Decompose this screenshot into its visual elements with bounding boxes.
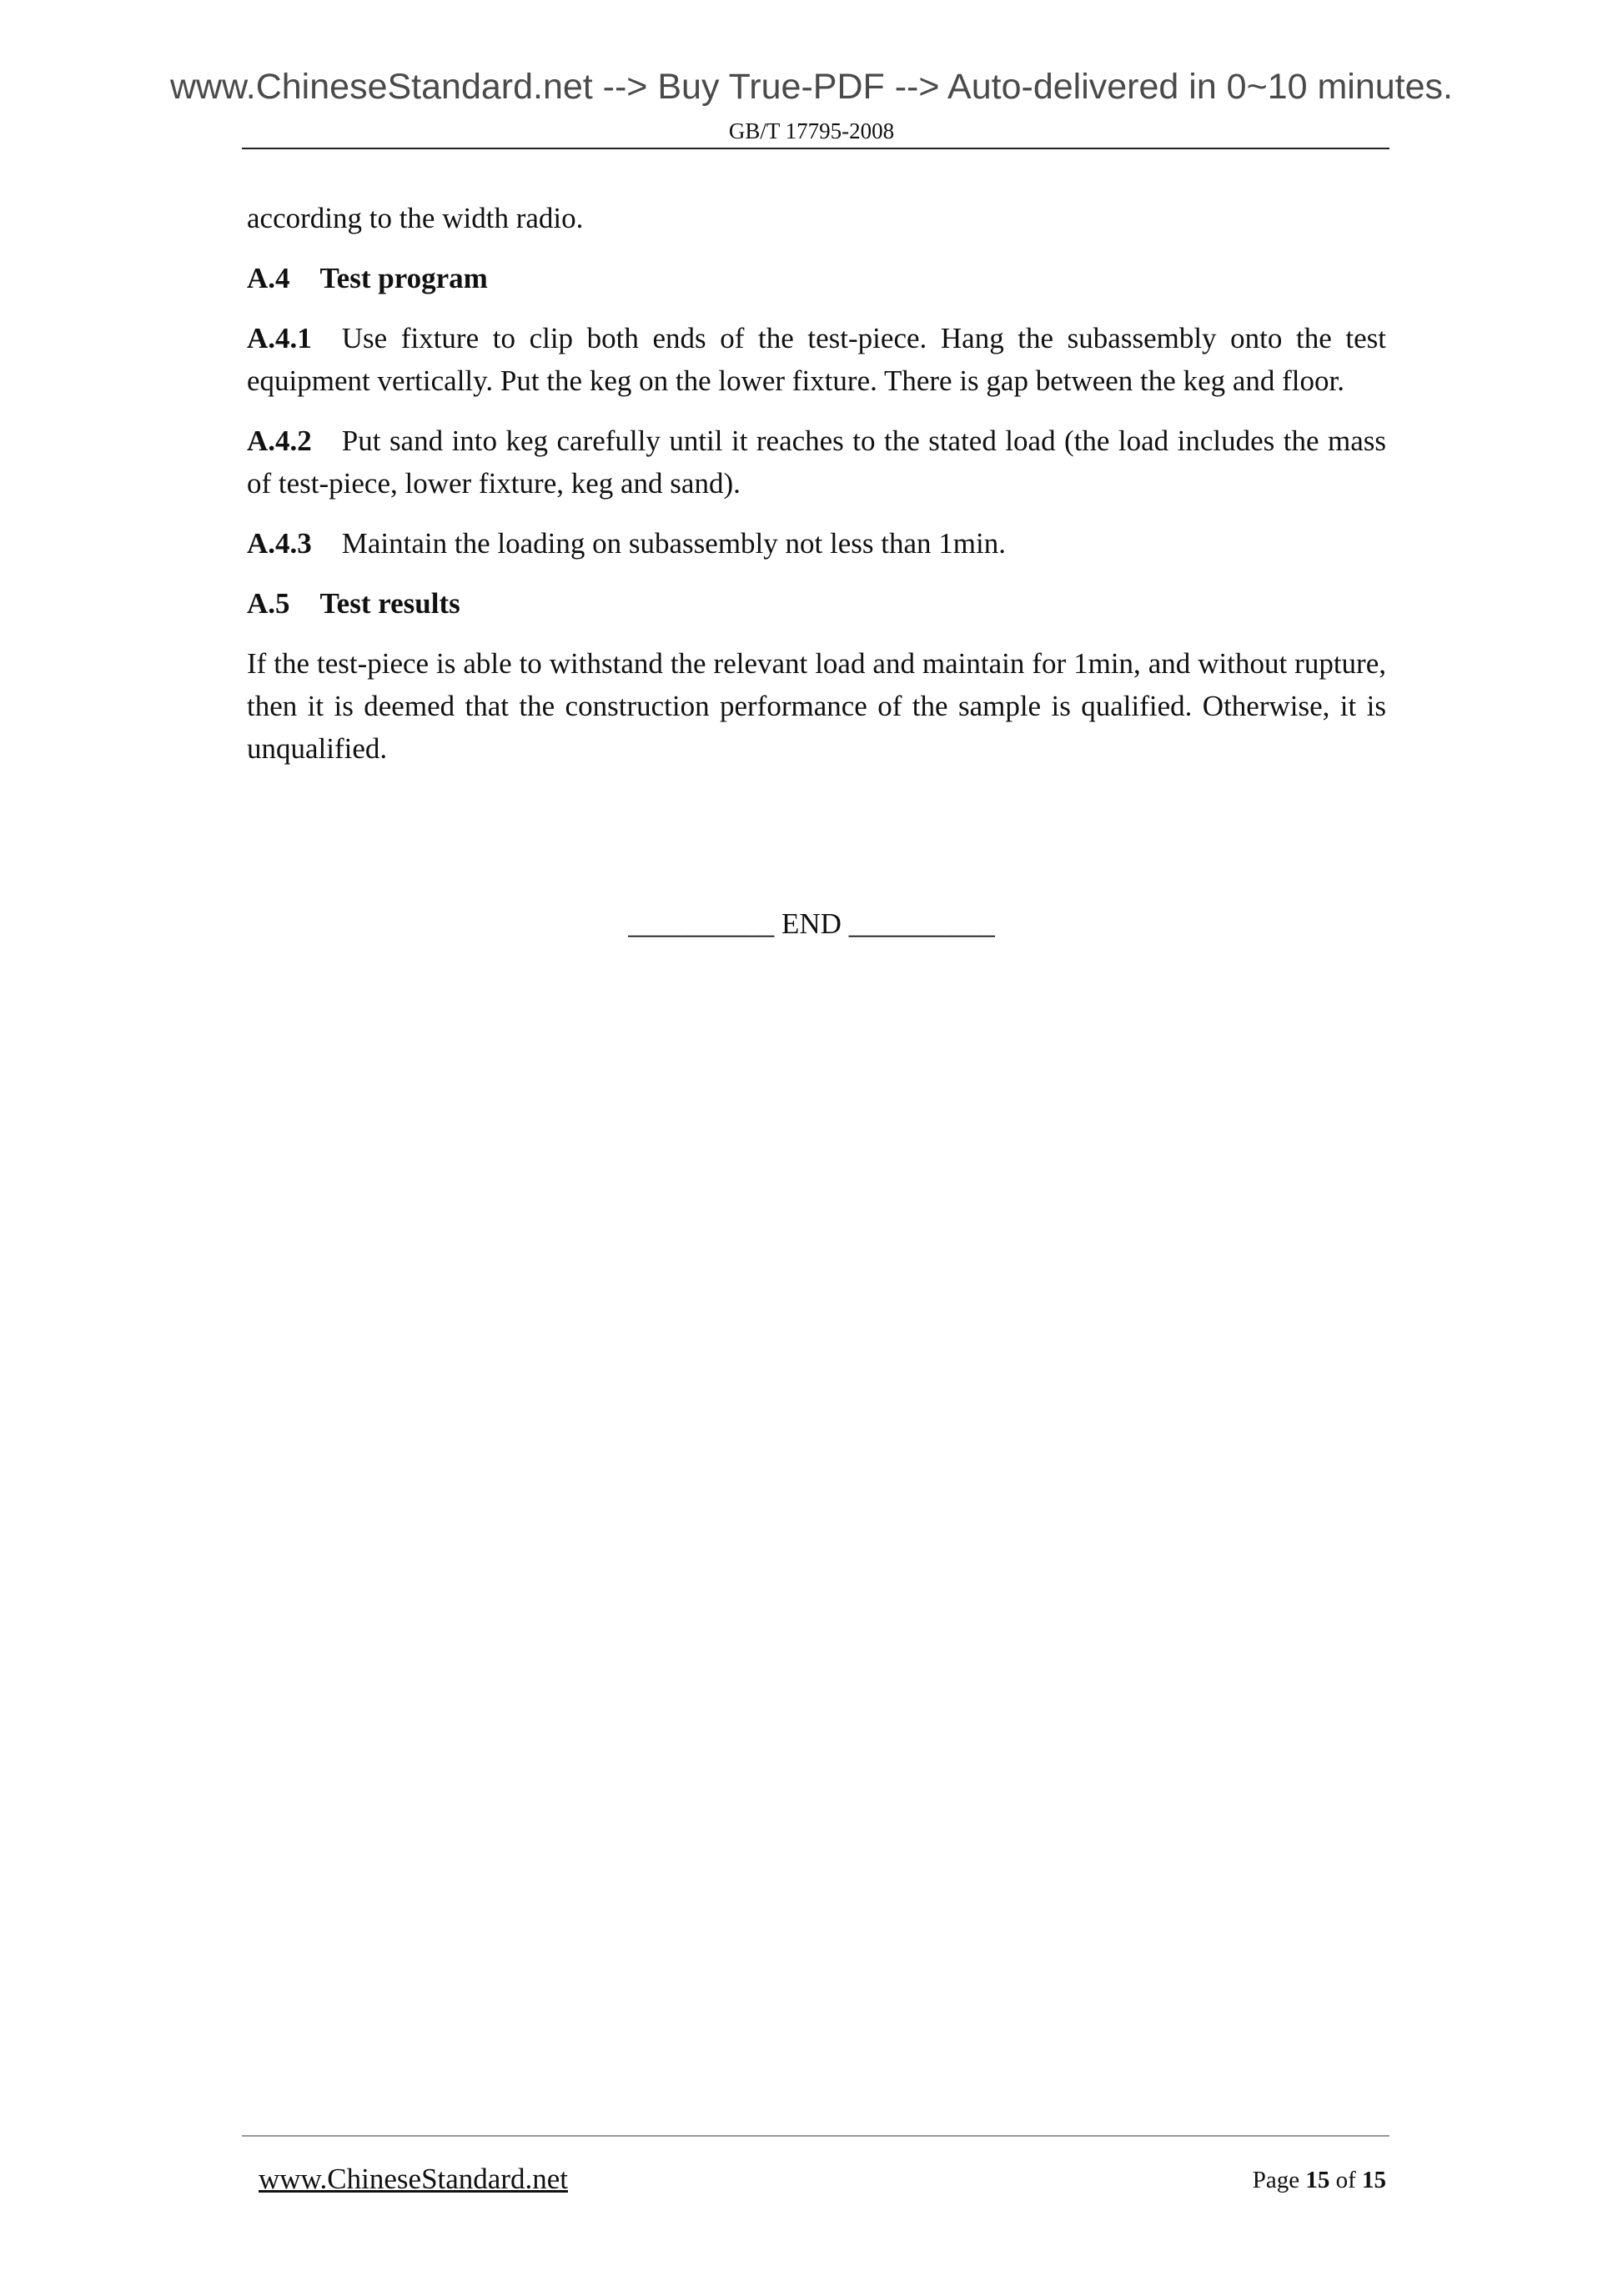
footer-divider <box>242 2135 1389 2137</box>
page-prefix: Page <box>1252 2167 1300 2193</box>
results-paragraph: If the test-piece is able to withstand the relevant load and maintain for 1min, and without rupture, then it is deemed that the construction performance of the sample is qualified. Otherwise, it is unqualified. <box>247 647 1386 765</box>
page-current: 15 <box>1305 2167 1330 2193</box>
clause-a41 <box>247 317 1386 402</box>
clause-number: A.4.3 <box>247 527 312 560</box>
clause-a43 <box>247 522 1386 565</box>
clause-text: Use fixture to clip both ends of the test-piece. Hang the subassembly onto the test equipment vertically. Put the keg on the lower fixture. There is gap between the keg and floor. <box>247 322 1386 397</box>
document-body <box>247 197 1386 787</box>
clause-number: A.4.1 <box>247 322 312 354</box>
footer-website-link[interactable]: www.ChineseStandard.net <box>259 2163 568 2195</box>
section-a4-heading <box>247 257 1386 299</box>
clause-text: Maintain the loading on subassembly not less than 1min. <box>341 527 1006 560</box>
page-indicator <box>1253 2163 1386 2197</box>
intro-paragraph: according to the width radio. <box>247 202 584 234</box>
section-number: A.5 <box>247 587 290 620</box>
clause-text: Put sand into keg carefully until it reaches to the stated load (the load includes the mass of test-piece, lower fixture, keg and sand). <box>247 425 1386 500</box>
clause-number: A.4.2 <box>247 425 312 457</box>
section-a5-heading <box>247 582 1386 625</box>
page-of: of <box>1335 2167 1356 2193</box>
header-divider <box>242 148 1389 149</box>
end-marker: __________ END __________ <box>628 907 995 940</box>
page-total: 15 <box>1362 2167 1386 2193</box>
section-number: A.4 <box>247 262 290 294</box>
header-banner: www.ChineseStandard.net --> Buy True-PDF --> Auto-delivered in 0~10 minutes. <box>169 67 1453 107</box>
clause-a42 <box>247 420 1386 505</box>
section-title: Test results <box>319 587 460 620</box>
standard-code: GB/T 17795-2008 <box>728 118 895 143</box>
section-title: Test program <box>319 262 488 294</box>
